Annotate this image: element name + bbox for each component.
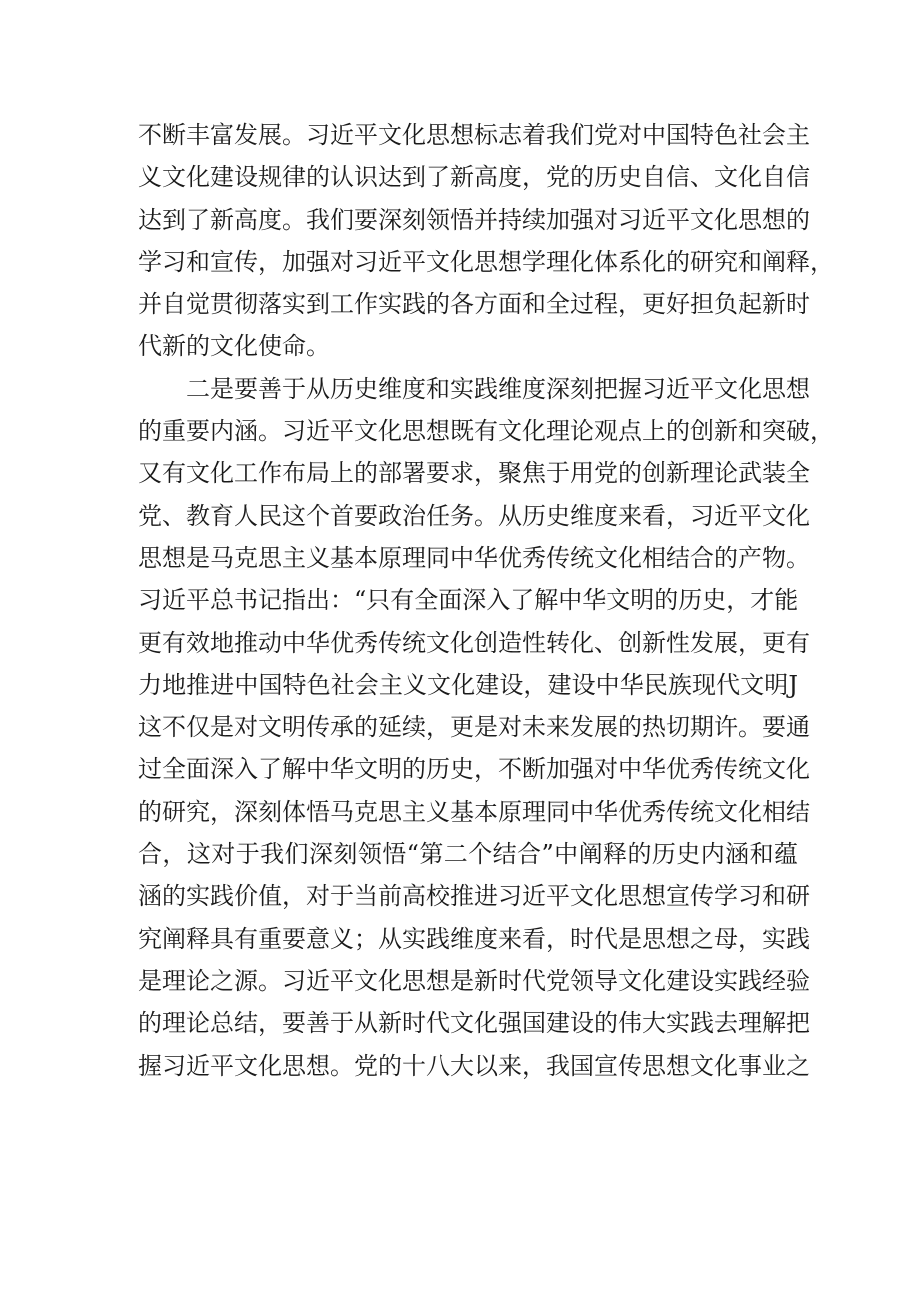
text-line: 握习近平文化思想。党的十八大以来，我国宣传思想文化事业之 xyxy=(138,1051,810,1080)
text-line: 的理论总结，要善于从新时代文化强国建设的伟大实践去理解把 xyxy=(138,1009,810,1038)
text-line: 习近平总书记指出：“只有全面深入了解中华文明的历史，才能 xyxy=(138,586,799,615)
text-line: 这不仅是对文明传承的延续，更是对未来发展的热切期许。要通 xyxy=(138,713,810,742)
text-line: 涵的实践价值，对于当前高校推进习近平文化思想宣传学习和研 xyxy=(138,882,810,911)
text-line: 学习和宣传，加强对习近平文化思想学理化体系化的研究和阐释， xyxy=(138,247,834,276)
text-line: 过全面深入了解中华文明的历史，不断加强对中华优秀传统文化 xyxy=(138,755,810,784)
text-line: 二是要善于从历史维度和实践维度深刻把握习近平文化思想 xyxy=(186,374,810,403)
text-line: 不断丰富发展。习近平文化思想标志着我们党对中国特色社会主 xyxy=(138,121,810,149)
text-line: 又有文化工作布局上的部署要求，聚焦于用党的创新理论武装全 xyxy=(138,459,810,488)
text-line: 更有效地推动中华优秀传统文化创造性转化、创新性发展，更有 xyxy=(138,628,810,657)
body-text xyxy=(138,114,834,1087)
text-line: 党、教育人民这个首要政治任务。从历史维度来看，习近平文化 xyxy=(138,501,810,530)
text-line: 力地推进中国特色社会主义文化建设，建设中华民族现代文明J xyxy=(138,670,798,699)
text-line: 的研究，深刻体悟马克思主义基本原理同中华优秀传统文化相结 xyxy=(138,797,810,826)
text-line: 合，这对于我们深刻领悟“第二个结合”中阐释的历史内涵和蕴 xyxy=(138,840,798,869)
text-line: 并自觉贯彻落实到工作实践的各方面和全过程，更好担负起新时 xyxy=(138,290,810,319)
text-line: 究阐释具有重要意义；从实践维度来看，时代是思想之母，实践 xyxy=(138,924,810,953)
text-line: 是理论之源。习近平文化思想是新时代党领导文化建设实践经验 xyxy=(138,966,810,995)
text-line: 达到了新高度。我们要深刻领悟并持续加强对习近平文化思想的 xyxy=(138,205,810,234)
text-line: 代新的文化使命。 xyxy=(138,332,330,361)
text-line: 思想是马克思主义基本原理同中华优秀传统文化相结合的产物。 xyxy=(138,543,810,572)
text-line: 义文化建设规律的认识达到了新高度，党的历史自信、文化自信 xyxy=(138,163,810,192)
text-line: 的重要内涵。习近平文化思想既有文化理论观点上的创新和突破， xyxy=(138,417,834,446)
